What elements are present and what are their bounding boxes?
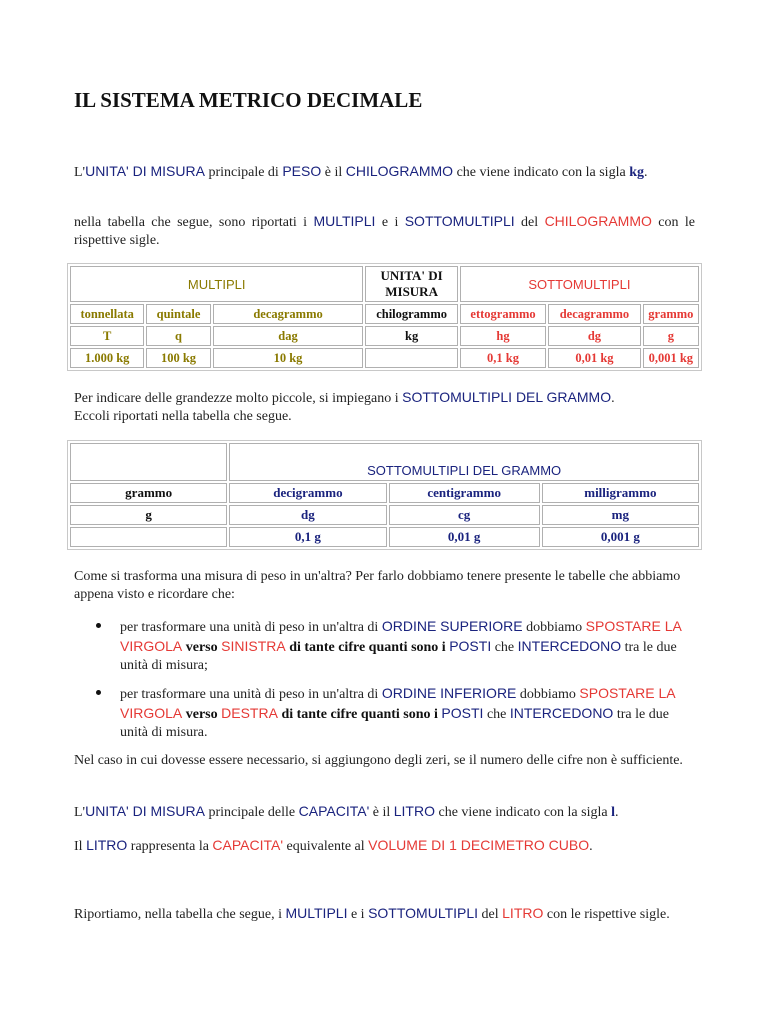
text: principale delle — [204, 805, 299, 820]
table-row — [70, 326, 699, 346]
text: Il — [74, 839, 87, 854]
highlight-litro: LITRO — [393, 803, 435, 819]
text: con le rispettive sigle. — [74, 215, 695, 248]
text: del — [514, 215, 545, 230]
highlight-posti: POSTI — [449, 638, 492, 654]
text: Eccoli riportati nella tabella che segue. — [74, 409, 292, 424]
highlight-sinistra: SINISTRA — [221, 638, 286, 654]
text: principale di — [204, 165, 283, 180]
highlight-chilogrammo: CHILOGRAMMO — [544, 213, 652, 229]
cell-name: grammo — [643, 304, 699, 324]
header-multipli: MULTIPLI — [70, 266, 363, 302]
cell-name: decigrammo — [229, 483, 386, 503]
empty-cell — [70, 443, 227, 481]
highlight-litro: LITRO — [502, 905, 544, 921]
text: e i — [347, 907, 369, 922]
cell-value: 0,01 kg — [548, 348, 640, 368]
cell-value: 1.000 kg — [70, 348, 144, 368]
cell-value: 10 kg — [213, 348, 364, 368]
text: e i — [375, 215, 405, 230]
cell-name: ettogrammo — [460, 304, 546, 324]
text: è il — [369, 805, 394, 820]
cell-value: 0,1 kg — [460, 348, 546, 368]
text: . — [643, 165, 648, 180]
table-row — [70, 505, 699, 525]
cell-value: 0,001 kg — [643, 348, 699, 368]
header-sottomultipli-del-grammo: SOTTOMULTIPLI DEL GRAMMO — [229, 443, 699, 481]
text: L' — [74, 805, 86, 820]
cell-name: centigrammo — [389, 483, 540, 503]
paragraph-come-si-trasforma: Come si trasforma una misura di peso in un'altra? Per farlo dobbiamo tenere presente le tabelle che abbiamo appena visto e ricordare che: — [74, 569, 681, 602]
highlight-capacita: CAPACITA' — [298, 803, 370, 819]
paragraph-zeri: Nel caso in cui dovesse essere necessario, si aggiungono degli zeri, se il numero delle cifre non è sufficiente. — [74, 753, 683, 768]
text: verso — [182, 640, 222, 655]
text: . — [614, 805, 619, 820]
header-unita-di-misura: UNITA' DI MISURA — [365, 266, 457, 302]
cell-value — [365, 348, 457, 368]
highlight-sottomultipli-del-grammo: SOTTOMULTIPLI DEL GRAMMO — [402, 389, 612, 405]
highlight-spostare-la-virgola: SPOSTARE LA VIRGOLA — [120, 618, 682, 654]
text: tra le due unità di misura; — [120, 640, 677, 673]
paragraph-litro-volume — [74, 836, 695, 856]
table-row — [70, 527, 699, 547]
cell-symbol: q — [146, 326, 210, 346]
highlight-chilogrammo: CHILOGRAMMO — [345, 163, 454, 179]
cell-name: decagrammo — [548, 304, 640, 324]
paragraph-sottomultipli-grammo — [74, 388, 695, 426]
text: con le rispettive sigle. — [543, 907, 670, 922]
text: verso — [182, 707, 222, 722]
page-title: IL SISTEMA METRICO DECIMALE — [74, 88, 423, 112]
cell-value: 100 kg — [146, 348, 210, 368]
header-sottomultipli: SOTTOMULTIPLI — [460, 266, 699, 302]
cell-symbol: dg — [229, 505, 386, 525]
text: L' — [74, 165, 86, 180]
text: di tante cifre quanti sono i — [277, 707, 442, 722]
list-item — [120, 684, 695, 742]
text: è il — [321, 165, 346, 180]
cell-symbol: mg — [542, 505, 699, 525]
cell-symbol: dg — [548, 326, 640, 346]
text: del — [478, 907, 503, 922]
list-item — [120, 617, 695, 675]
cell-value: 0,1 g — [229, 527, 386, 547]
gram-submultiples-table — [67, 440, 702, 550]
cell-value — [70, 527, 227, 547]
text: che — [491, 640, 518, 655]
highlight-sottomultipli: SOTTOMULTIPLI — [368, 905, 479, 921]
highlight-litro: LITRO — [86, 837, 128, 853]
cell-symbol: g — [70, 505, 227, 525]
text: . — [589, 839, 593, 854]
table-row — [70, 443, 699, 481]
text: che viene indicato con la sigla — [453, 165, 630, 180]
highlight-destra: DESTRA — [221, 705, 278, 721]
bullet-icon — [96, 623, 101, 628]
cell-symbol: T — [70, 326, 144, 346]
highlight-posti: POSTI — [441, 705, 484, 721]
table-row — [70, 266, 699, 302]
text: tra le due unità di misura. — [120, 707, 669, 740]
cell-value: 0,001 g — [542, 527, 699, 547]
cell-name: grammo — [70, 483, 227, 503]
highlight-multipli: MULTIPLI — [313, 213, 376, 229]
cell-name: quintale — [146, 304, 210, 324]
cell-symbol: g — [643, 326, 699, 346]
cell-name: chilogrammo — [365, 304, 457, 324]
text: per trasformare una unità di peso in un'altra di — [120, 620, 382, 635]
text: che viene indicato con la sigla — [434, 805, 612, 820]
table-row — [70, 483, 699, 503]
text: che — [483, 707, 510, 722]
highlight-spostare-la-virgola: SPOSTARE LA VIRGOLA — [120, 685, 675, 721]
highlight-volume-decimetro-cubo: VOLUME DI 1 DECIMETRO CUBO — [368, 837, 590, 853]
highlight-multipli: MULTIPLI — [285, 905, 348, 921]
cell-symbol: cg — [389, 505, 540, 525]
text: . — [611, 391, 615, 406]
cell-symbol: hg — [460, 326, 546, 346]
highlight-ordine-inferiore: ORDINE INFERIORE — [381, 685, 517, 701]
paragraph-litro-unita — [74, 802, 695, 822]
cell-name: decagrammo — [213, 304, 364, 324]
paragraph-riportiamo-litro — [74, 904, 695, 924]
text: nella tabella che segue, sono riportati i — [74, 215, 314, 230]
table-row — [70, 304, 699, 324]
intro-paragraph-tabella — [74, 212, 695, 250]
text: rappresenta la — [127, 839, 213, 854]
highlight-capacita: CAPACITA' — [212, 837, 284, 853]
highlight-sottomultipli: SOTTOMULTIPLI — [404, 213, 515, 229]
text: di tante cifre quanti sono i — [285, 640, 450, 655]
text: Per indicare delle grandezze molto piccole, si impiegano i — [74, 391, 403, 406]
highlight-intercedono: INTERCEDONO — [517, 638, 622, 654]
cell-value: 0,01 g — [389, 527, 540, 547]
highlight-unita-di-misura: UNITA' DI MISURA — [85, 803, 205, 819]
highlight-unita-di-misura: UNITA' DI MISURA — [85, 163, 205, 179]
cell-symbol: kg — [365, 326, 457, 346]
highlight-intercedono: INTERCEDONO — [509, 705, 614, 721]
text: Riportiamo, nella tabella che segue, i — [74, 907, 286, 922]
cell-name: milligrammo — [542, 483, 699, 503]
highlight-peso: PESO — [282, 163, 322, 179]
highlight-l: l — [611, 805, 615, 820]
text: dobbiamo — [522, 620, 586, 635]
table-row — [70, 348, 699, 368]
kilogram-multiples-table — [67, 263, 702, 371]
text: per trasformare una unità di peso in un'altra di — [120, 687, 382, 702]
highlight-ordine-superiore: ORDINE SUPERIORE — [381, 618, 523, 634]
cell-name: tonnellata — [70, 304, 144, 324]
text: equivalente al — [283, 839, 369, 854]
cell-symbol: dag — [213, 326, 364, 346]
bullet-icon — [96, 690, 101, 695]
intro-paragraph-peso — [74, 162, 695, 182]
highlight-kg: kg — [629, 165, 644, 180]
text: dobbiamo — [516, 687, 580, 702]
